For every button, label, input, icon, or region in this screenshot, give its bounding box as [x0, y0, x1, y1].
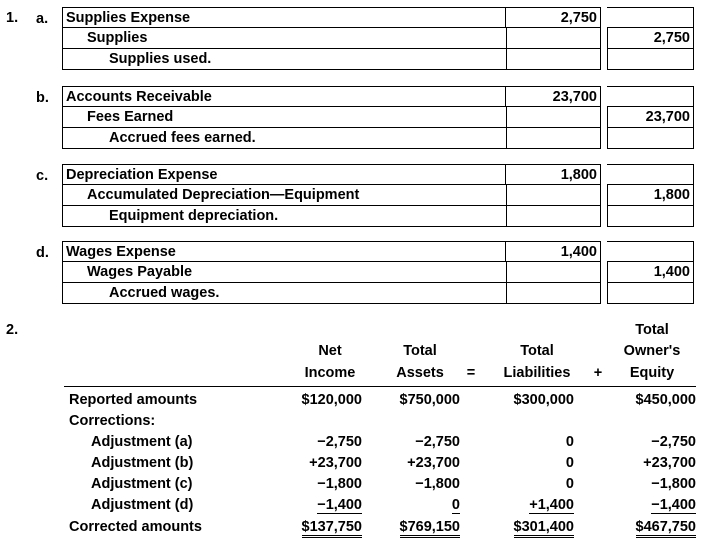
credit-cell	[607, 7, 694, 28]
entry-d-letter: d.	[36, 245, 49, 261]
header-net-2: Income	[304, 365, 356, 381]
debit-account: Supplies Expense	[62, 7, 506, 28]
credit-amount: 2,750	[607, 28, 694, 49]
debit-amount: 23,700	[506, 86, 601, 107]
debit-amount: 1,400	[506, 241, 601, 262]
credit-cell	[607, 49, 694, 70]
row-label: Corrections:	[69, 413, 156, 429]
credit-cell	[607, 206, 694, 227]
assets-total	[378, 517, 460, 537]
assets-value: $750,000	[399, 392, 460, 408]
part1-number: 1.	[6, 10, 19, 26]
net-income-value: $120,000	[301, 392, 362, 408]
header-equity-1: Total	[635, 322, 669, 338]
liabilities-underlined: +1,400	[529, 497, 574, 513]
liabilities-total	[492, 517, 574, 537]
debit-account: Wages Expense	[62, 241, 506, 262]
net-income-total	[280, 517, 362, 537]
credit-account: Supplies	[62, 28, 506, 49]
debit-cell	[506, 262, 601, 283]
liabilities-double-underlined: $301,400	[514, 519, 574, 538]
row-label: Reported amounts	[69, 392, 198, 408]
credit-account: Fees Earned	[62, 107, 506, 128]
net-income-value: −1,800	[317, 476, 362, 492]
entry-c-letter: c.	[36, 168, 49, 184]
net-income-value: +23,700	[309, 455, 362, 471]
equity-value: +23,700	[643, 455, 696, 471]
credit-cell	[607, 283, 694, 304]
header-net-1: Net	[318, 343, 342, 359]
debit-cell	[506, 206, 601, 227]
explanation: Equipment depreciation.	[62, 206, 506, 227]
credit-cell	[607, 241, 694, 262]
row-label: Adjustment (b)	[91, 455, 194, 471]
equity-double-underlined: $467,750	[636, 519, 696, 538]
header-liab-2: Liabilities	[503, 365, 571, 381]
assets-double-underlined: $769,150	[400, 519, 460, 538]
net-income-double-underlined: $137,750	[302, 519, 362, 538]
equity-value: −1,800	[651, 476, 696, 492]
credit-cell	[607, 128, 694, 149]
entry-b-letter: b.	[36, 90, 49, 106]
explanation: Accrued wages.	[62, 283, 506, 304]
net-income-underlined: −1,400	[317, 497, 362, 513]
header-assets-1: Total	[403, 343, 437, 359]
row-label: Adjustment (c)	[91, 476, 193, 492]
debit-account: Depreciation Expense	[62, 164, 506, 185]
credit-account: Accumulated Depreciation—Equipment	[62, 185, 506, 206]
credit-account: Wages Payable	[62, 262, 506, 283]
assets-value: +23,700	[407, 455, 460, 471]
net-income-value	[280, 495, 362, 515]
assets-underlined: 0	[451, 497, 460, 513]
header-equity-3: Equity	[629, 365, 675, 381]
journal-entry-d	[62, 241, 694, 304]
credit-amount: 1,400	[607, 262, 694, 283]
header-rule	[64, 386, 696, 387]
debit-cell	[506, 107, 601, 128]
journal-entry-b	[62, 86, 694, 149]
header-assets-2: Assets	[396, 365, 444, 381]
explanation: Supplies used.	[62, 49, 506, 70]
equity-value: $450,000	[635, 392, 696, 408]
liabilities-value: $300,000	[513, 392, 574, 408]
debit-cell	[506, 283, 601, 304]
header-liab-1: Total	[520, 343, 554, 359]
journal-entry-c	[62, 164, 694, 227]
credit-cell	[607, 86, 694, 107]
equity-value	[612, 495, 696, 515]
debit-amount: 1,800	[506, 164, 601, 185]
liabilities-value	[492, 495, 574, 515]
credit-amount: 23,700	[607, 107, 694, 128]
debit-account: Accounts Receivable	[62, 86, 506, 107]
debit-cell	[506, 185, 601, 206]
header-equity-2: Owner's	[623, 343, 681, 359]
journal-entry-a	[62, 7, 694, 70]
debit-amount: 2,750	[506, 7, 601, 28]
equity-underlined: −1,400	[651, 497, 696, 513]
equity-value: −2,750	[651, 434, 696, 450]
liabilities-value: 0	[565, 434, 574, 450]
assets-value: −1,800	[415, 476, 460, 492]
debit-cell	[506, 28, 601, 49]
explanation: Accrued fees earned.	[62, 128, 506, 149]
credit-cell	[607, 164, 694, 185]
row-label: Adjustment (d)	[91, 497, 194, 513]
entry-a-letter: a.	[36, 11, 49, 27]
liabilities-value: 0	[565, 476, 574, 492]
liabilities-value: 0	[565, 455, 574, 471]
row-label: Adjustment (a)	[91, 434, 193, 450]
plus-sign: +	[593, 365, 603, 381]
equals-sign: =	[466, 365, 476, 381]
assets-value: −2,750	[415, 434, 460, 450]
net-income-value: −2,750	[317, 434, 362, 450]
debit-cell	[506, 128, 601, 149]
assets-value	[378, 495, 460, 515]
debit-cell	[506, 49, 601, 70]
equity-total	[612, 517, 696, 537]
row-label: Corrected amounts	[69, 519, 202, 535]
credit-amount: 1,800	[607, 185, 694, 206]
part2-number: 2.	[6, 322, 19, 338]
